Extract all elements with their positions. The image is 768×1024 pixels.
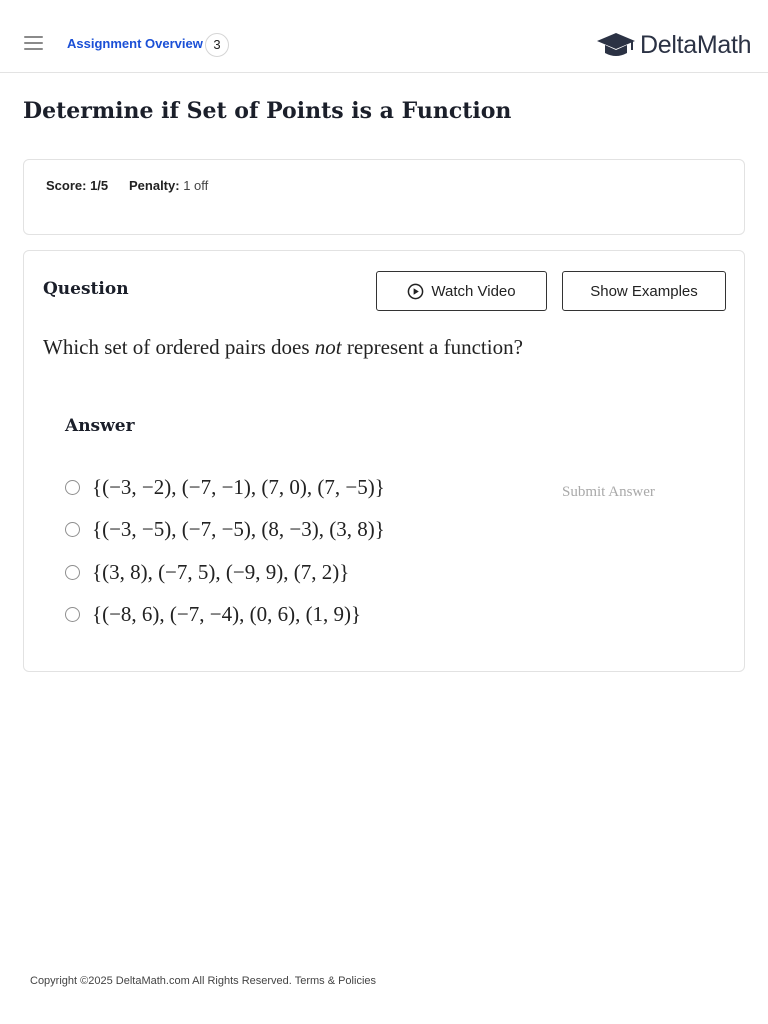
radio-button[interactable] [65, 522, 80, 537]
penalty-info [129, 178, 208, 193]
question-prompt [43, 335, 523, 360]
prompt-emphasis: not [314, 335, 342, 359]
radio-button[interactable] [65, 480, 80, 495]
answer-option[interactable] [65, 514, 385, 544]
submit-answer-button[interactable]: Submit Answer [562, 484, 655, 500]
penalty-value: 1 off [183, 178, 209, 193]
top-navigation-bar [0, 0, 768, 73]
terms-policies-link[interactable]: Terms & Policies [294, 975, 376, 987]
assignment-overview-link[interactable]: Assignment Overview [67, 36, 203, 51]
question-card [23, 250, 745, 672]
copyright-text: Copyright ©2025 DeltaMath.com All Rights Reserved. [30, 975, 292, 987]
prompt-text-start: Which set of ordered pairs does [43, 335, 315, 359]
graduation-cap-icon [596, 31, 636, 59]
answer-heading: Answer [65, 416, 135, 436]
penalty-label: Penalty: [129, 178, 180, 193]
radio-button[interactable] [65, 607, 80, 622]
answer-option-text: {(−3, −5), (−7, −5), (8, −3), (3, 8)} [92, 516, 385, 541]
deltamath-logo[interactable] [596, 30, 751, 60]
play-circle-icon [407, 283, 424, 300]
watch-video-button[interactable] [376, 271, 547, 311]
score-value: Score: 1/5 [46, 178, 109, 193]
assignment-count-badge: 3 [205, 33, 229, 57]
show-examples-button[interactable]: Show Examples [562, 271, 726, 311]
footer [30, 975, 376, 987]
score-card [23, 159, 745, 235]
answer-option[interactable] [65, 599, 361, 629]
logo-text: DeltaMath [640, 30, 752, 59]
answer-option[interactable] [65, 472, 385, 502]
question-heading: Question [43, 279, 129, 299]
prompt-text-end: represent a function? [341, 335, 523, 359]
answer-option-text: {(−8, 6), (−7, −4), (0, 6), (1, 9)} [92, 601, 362, 626]
radio-button[interactable] [65, 565, 80, 580]
answer-option[interactable] [65, 557, 349, 587]
hamburger-icon[interactable] [24, 36, 43, 52]
answer-option-text: {(−3, −2), (−7, −1), (7, 0), (7, −5)} [92, 474, 385, 499]
answer-option-text: {(3, 8), (−7, 5), (−9, 9), (7, 2)} [92, 559, 350, 584]
watch-video-label: Watch Video [431, 282, 516, 300]
page-title: Determine if Set of Points is a Function [23, 98, 512, 124]
